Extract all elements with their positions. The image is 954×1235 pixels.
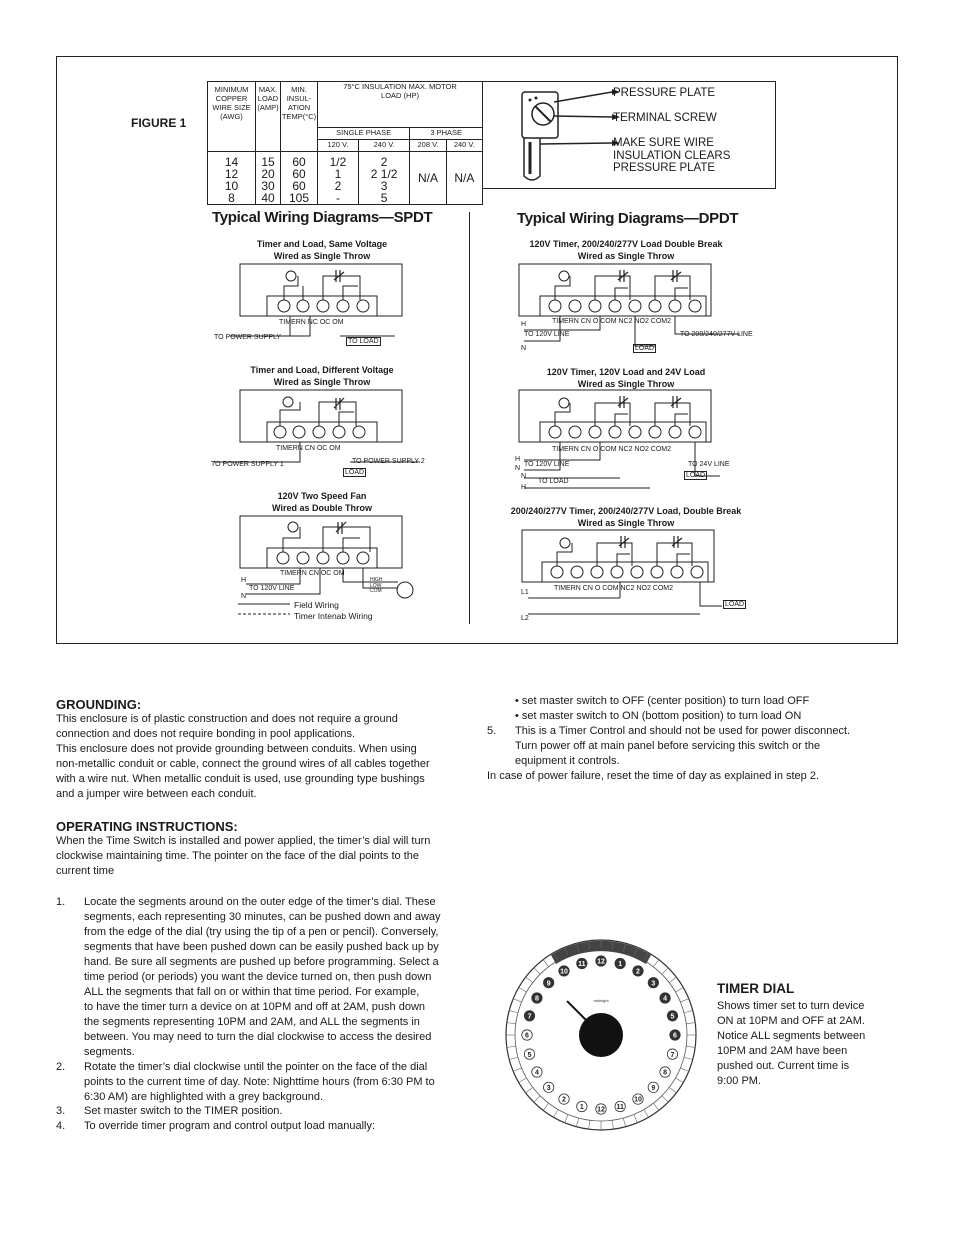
spdt-d1-title: Timer and Load, Same Voltage Wired as Single Throw	[256, 239, 388, 261]
dpdt-d1-terminals: TIMERN CN O COM NC2 NO2 COM2	[552, 318, 672, 325]
spdt-d1-box	[240, 264, 402, 316]
grounding-p1: This enclosure is of plastic construction and does not require a ground connection and does not require bonding in pool applications.	[56, 713, 398, 740]
operating-heading: OPERATING INSTRUCTIONS:	[56, 819, 238, 834]
timer-dial-caption: Shows timer set to turn device ON at 10PM and OFF at 2AM. Notice ALL segments between 10PM and 2AM have been pushed out. Current time is 9:00 PM.	[717, 1000, 866, 1087]
dpdt-d1-load: LOAD	[635, 345, 655, 352]
dpdt-d3-title: 200/240/277V Timer, 200/240/277V Load, Double Break Wired as Single Throw	[510, 506, 742, 528]
grounding-p2: This enclosure does not provide grounding between conduits. When using non-metallic conduit or cable, connect the ground wires of all cables together with a wire nut. When metallic conduit is used, use grounding type bushings and a jumper wire between each conduit.	[56, 743, 430, 800]
power-failure-note: In case of power failure, reset the time of day as explained in step 2.	[487, 770, 820, 782]
dial-hour-label: 7	[670, 1051, 675, 1059]
spdt-d1-terminals: TIMERN NC OC OM	[279, 319, 344, 326]
dial-hour-label: 2	[636, 968, 640, 976]
dpdt-d3-l2: L2	[521, 615, 529, 622]
timer-dial-section	[717, 981, 897, 1089]
spdt-d2-title: Timer and Load, Different Voltage Wired as Single Throw	[250, 365, 394, 387]
operating-intro: When the Time Switch is installed and power applied, the timer’s dial will turn clockwise maintaining time. The pointer on the face of the dial points to the current time	[56, 835, 431, 877]
timer-dial-heading: TIMER DIAL	[717, 981, 795, 996]
dial-hour-label: 5	[670, 1013, 675, 1021]
dpdt-d1-line2: TO 200/240/277V LINE	[680, 331, 753, 338]
dial-hour-label: 6	[673, 1032, 677, 1040]
dpdt-d1-n: N	[521, 345, 527, 352]
dpdt-d3-load: LOAD	[725, 601, 745, 608]
dial-hour-label: 11	[616, 1104, 624, 1112]
dial-hour-label: 1	[579, 1104, 584, 1112]
cell-1ph-240: 2 2 1/2 3 5	[358, 152, 410, 205]
dial-hour-label: 12	[597, 1106, 605, 1114]
dpdt-title: Typical Wiring Diagrams—DPDT	[517, 210, 739, 227]
step-2: 2. Rotate the timer’s dial clockwise until the pointer on the face of the dial points to the current time of day. Note: Nighttime hours (from 6:30 PM to 6:30 AM) are highlighted with a grey background.	[56, 1061, 435, 1103]
spdt-d1-supply: TO POWER SUPPLY	[214, 334, 282, 341]
dpdt-d2-n2: N	[521, 473, 527, 480]
dial-hour-label: 10	[560, 968, 568, 976]
step-5: 5. This is a Timer Control and should not be used for power disconnect. Turn power off at main panel before servicing this switch or the equipment it controls.	[487, 725, 851, 767]
th-three-phase: 3 PHASE	[410, 128, 483, 140]
th-motor-load: 75°C INSULATION MAX. MOTOR LOAD (HP)	[318, 82, 483, 128]
dpdt-d2-terminals: TIMERN CN O COM NC2 NO2 COM2	[552, 446, 672, 453]
dial-hour-label: 5	[527, 1051, 532, 1059]
dial-hour-label: 11	[578, 961, 586, 969]
spdt-d2-box	[240, 390, 402, 442]
dial-hour-label: 3	[651, 980, 656, 988]
dial-hour-label: 8	[663, 1069, 668, 1077]
dpdt-d1-title: 120V Timer, 200/240/277V Load Double Break Wired as Single Throw	[529, 239, 723, 261]
dial-hour-label: 7	[527, 1013, 532, 1021]
spdt-d3-terminals: TIMERN CN OC OM	[280, 570, 345, 577]
spdt-d2-supply2: TO POWER SUPPLY 2	[352, 458, 425, 465]
right-column-text	[487, 694, 907, 784]
cell-3ph-208: N/A	[410, 152, 446, 205]
step-4: 4. To override timer program and control output load manually:	[56, 1120, 376, 1132]
callout-wire-note: MAKE SURE WIRE INSULATION CLEARS PRESSURE PLATE	[613, 137, 731, 174]
spdt-d2-terminals: TIMERN CN OC OM	[276, 445, 341, 452]
dial-hour-label: 4	[663, 995, 668, 1003]
cell-temp: 60 60 60 105	[281, 152, 318, 205]
step-1: 1. Locate the segments around on the outer edge of the timer’s dial. These segments, each representing 30 minutes, can be pushed down and away from the edge of the dial (try using the tip of a pen or pencil). Conversely, segments that have been pushed down can be easily pushed back up by hand. Be sure all segments are pushed up before programming. Select a time period (or periods) you want the device turned on, then push down ALL the segments that fall on or within that time period. For example, to have the timer turn a device on at 10PM and off at 2AM, push down the segments representing 10PM and 2AM, and ALL the segments in between. You may need to turn the dial clockwise to access the desired segments.	[56, 896, 441, 1058]
th-volt: 240 V.	[446, 140, 482, 152]
dpdt-d2-toload: TO LOAD	[538, 478, 569, 485]
dial-hour-label: 4	[534, 1069, 539, 1077]
dpdt-d2-load: LOAD	[686, 472, 706, 479]
dial-hour-label: 2	[562, 1096, 566, 1104]
dpdt-d1-h: H	[521, 321, 527, 328]
spdt-title: Typical Wiring Diagrams—SPDT	[212, 209, 433, 226]
figure-label: FIGURE 1	[131, 116, 187, 130]
dial-hour-label: 3	[546, 1084, 551, 1092]
dpdt-d1-line120: TO 120V LINE	[524, 331, 570, 338]
spdt-d3-speeds: HIGH LOW COM	[370, 577, 383, 594]
th-single-phase: SINGLE PHASE	[318, 128, 410, 140]
grounding-section	[56, 697, 476, 802]
callout-pressure-plate: PRESSURE PLATE	[613, 87, 716, 99]
dial-hour-label: 9	[651, 1084, 656, 1092]
dpdt-d3-box	[522, 530, 714, 582]
grounding-heading: GROUNDING:	[56, 697, 142, 712]
th-volt: 208 V.	[410, 140, 446, 152]
spdt-d1-load: TO LOAD	[348, 338, 379, 345]
legend-field-wiring: Field Wiring	[294, 600, 339, 610]
callout-terminal-screw: TERMINAL SCREW	[613, 112, 717, 124]
dpdt-d2-title: 120V Timer, 120V Load and 24V Load Wired as Single Throw	[546, 367, 706, 389]
th-volt: 120 V.	[318, 140, 359, 152]
dpdt-d3-terminals: TIMERN CN O COM NC2 NO2 COM2	[554, 585, 674, 592]
spdt-d2-load: LOAD	[345, 469, 365, 476]
bullet-off: • set master switch to OFF (center position) to turn load OFF	[515, 695, 810, 707]
dpdt-d2-line120: TO 120V LINE	[524, 461, 570, 468]
cell-amp: 15 20 30 40	[256, 152, 281, 205]
dpdt-d2-h1: H	[515, 456, 521, 463]
spdt-d3-line: TO 120V LINE	[249, 585, 295, 592]
cell-awg: 14 12 10 8	[208, 152, 256, 205]
dial-hour-label: 1	[618, 961, 623, 969]
spdt-d2-supply1: TO POWER SUPPLY 1	[211, 461, 284, 468]
cell-3ph-240: N/A	[446, 152, 482, 205]
th-volt: 240 V.	[358, 140, 410, 152]
dpdt-d3-l1: L1	[521, 589, 529, 596]
dial-hour-label: 8	[534, 995, 539, 1003]
bullet-on: • set master switch to ON (bottom position) to turn load ON	[515, 710, 802, 722]
dial-logo-mark: midnight	[593, 998, 609, 1003]
th-min-copper: MINIMUM COPPER WIRE SIZE (AWG)	[208, 82, 256, 152]
dial-hour-label: 12	[597, 958, 605, 966]
dial-hour-label: 6	[525, 1032, 529, 1040]
dpdt-d2-n1: N	[515, 465, 521, 472]
cell-1ph-120: 1/2 1 2 -	[318, 152, 359, 205]
spdt-d3-title: 120V Two Speed Fan Wired as Double Throw	[272, 491, 372, 513]
dial-hour-label: 9	[546, 980, 551, 988]
dpdt-d2-h2: H	[521, 484, 527, 491]
timer-dial	[503, 937, 699, 1133]
dial-hour-label: 10	[634, 1096, 642, 1104]
operating-section	[56, 819, 476, 879]
th-min-insulation: MIN. INSUL- ATION TEMP(°C)	[281, 82, 318, 152]
th-max-load: MAX. LOAD (AMP)	[256, 82, 281, 152]
step-3: 3. Set master switch to the TIMER position.	[56, 1105, 283, 1117]
legend-internal-wiring: Timer Intenab Wiring	[294, 611, 373, 621]
spdt-d3-box	[240, 516, 402, 568]
spdt-d3-n: N	[241, 593, 247, 600]
dpdt-d2-line24: TO 24V LINE	[688, 461, 730, 468]
spdt-d3-h: H	[241, 577, 247, 584]
